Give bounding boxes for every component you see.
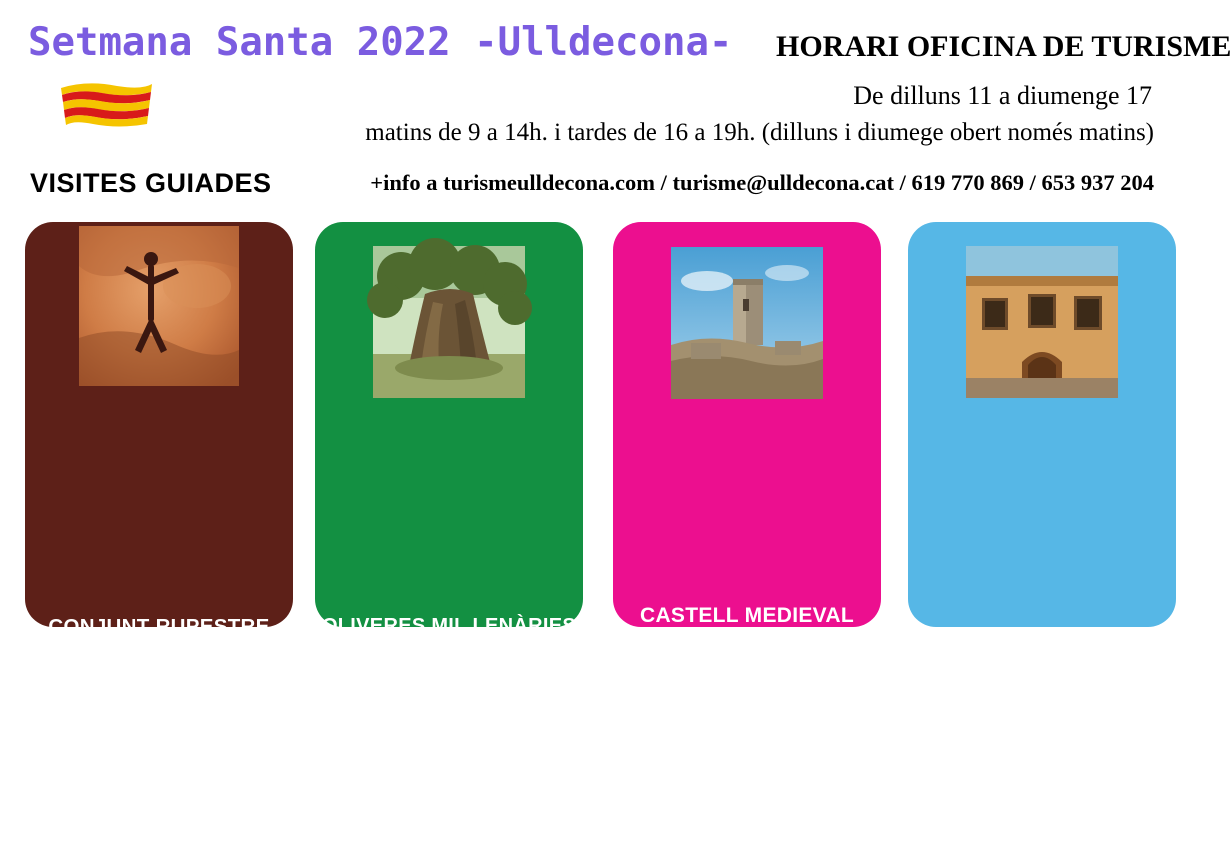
card-title: CONJUNT RUPESTRE [48, 615, 270, 638]
horari-hours: matins de 9 a 14h. i tardes de 16 a 19h. (dilluns i diumege obert només matins) [365, 119, 1154, 146]
catalan-flag-icon [57, 80, 155, 128]
card-castell-medieval[interactable] [613, 222, 881, 864]
card-body: De dl. 11 a dc. 13 a les 12h. De dj. Sant a dg. a les 10h. dintre de la Ulldecona Cultural (Oliveres+CHistòric+ Conjunt Rupestre dj i ds / Oliveres+Castell Medieval +Conjunt [325, 653, 572, 836]
contact-info: +info a turismeulldecona.com / turisme@ulldecona.cat / 619 770 869 / 653 937 204 [370, 170, 1154, 195]
historic-centre-photo [966, 246, 1118, 398]
card-title: OLIVERES MIL.LENÀRIES [321, 615, 577, 637]
medieval-castle-photo [671, 247, 823, 399]
card-body: Dj. Sant i ds. a les 12:30h. dintre de la Ulldecona Cultural (A les 10h. Oliveres + CHistòric a les 12:30h + [916, 719, 1168, 821]
card-oliveres-millenaries[interactable] [315, 222, 583, 836]
visites-guiades-heading: VISITES GUIADES [30, 168, 272, 198]
card-conjunt-rupestre[interactable] [25, 222, 293, 834]
olive-tree-photo [373, 246, 525, 398]
card-centre-historic[interactable] [908, 222, 1176, 821]
card-title: CENTRE HISTÒRIC [943, 633, 1141, 656]
card-subtitle: Bé d'Interès Cultural Nacional [661, 643, 833, 690]
page-title: Setmana Santa 2022 -Ulldecona- [28, 20, 733, 65]
card-body: De dl. 11 a dg. 17 Matins a les 10 i 12h. Tardes a les 17h. Preu: 10€ (tenim tarifes especials) [39, 732, 279, 834]
horari-dates: De dilluns 11 a diumenge 17 [853, 81, 1152, 110]
horari-title: HORARI OFICINA DE TURISME [776, 30, 1231, 63]
card-body: De dl. a dc. a les 17h. Visita ordinària. Preu: 10€ / De dj. a dg. a les 17h. Visita en realitat virtual. Preu: 20€ adult/ Dv i ds. a les 12:30 dintre [622, 708, 872, 864]
cave-painting-photo [79, 226, 239, 386]
card-title: CASTELL MEDIEVAL [639, 604, 855, 627]
card-subtitle: Patromoni de la UNESCO [49, 669, 269, 690]
